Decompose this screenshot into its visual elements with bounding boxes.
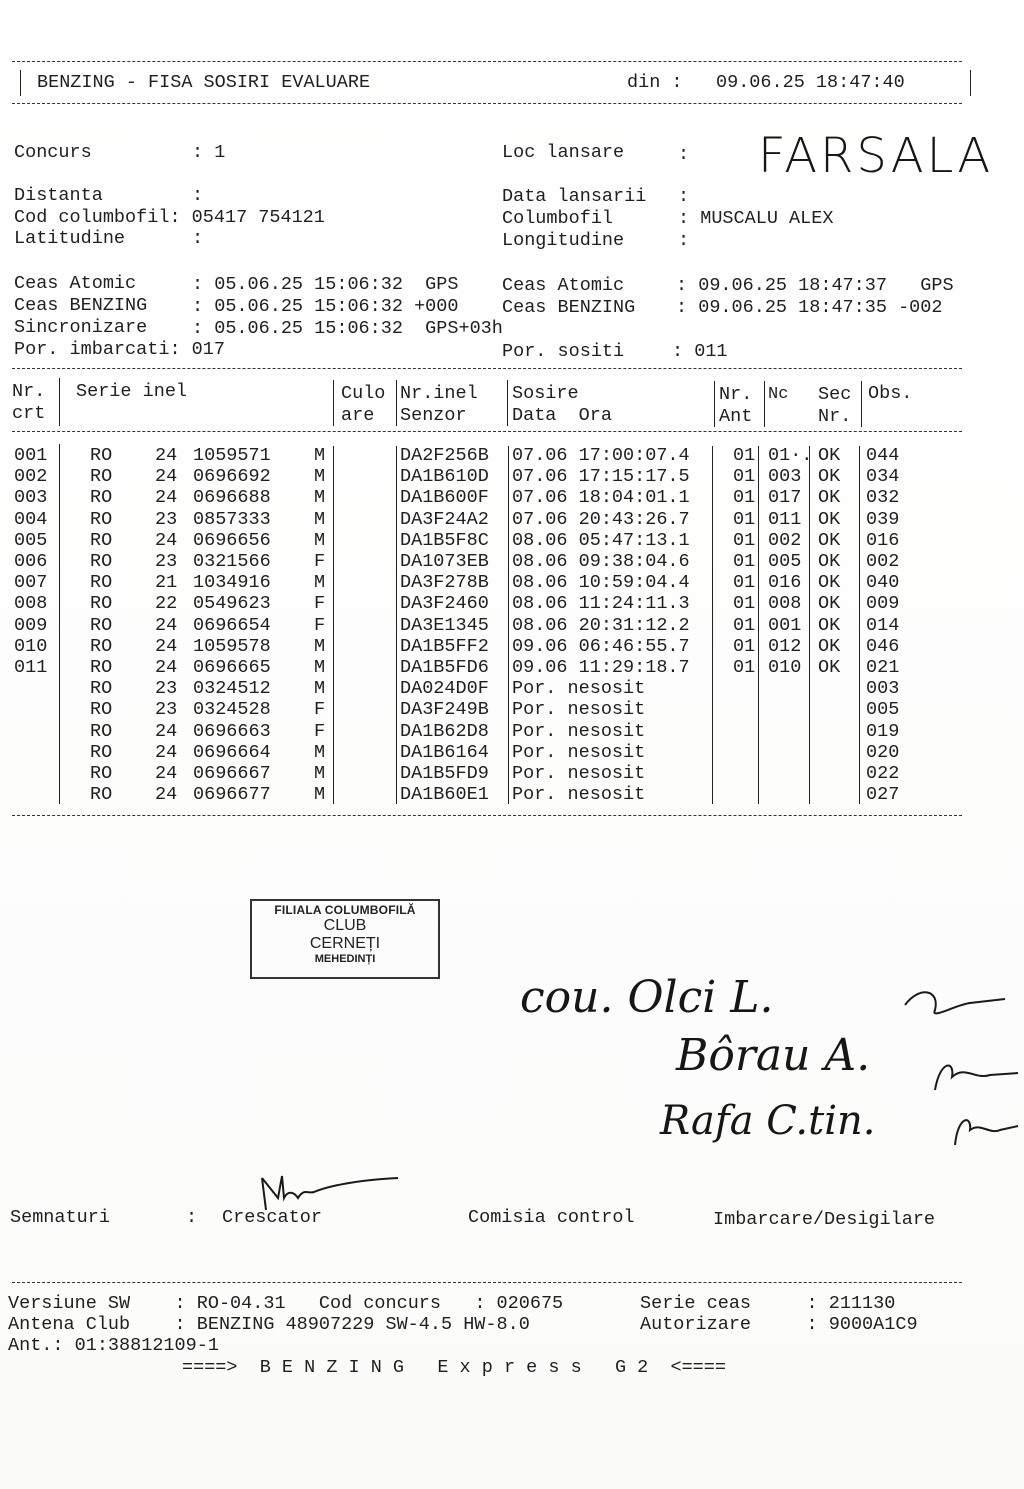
stamp-line-4: MEHEDINȚI [314,953,376,965]
body-rule-8 [859,446,860,804]
table-top-rule [12,368,962,369]
cell-nr: 004 [14,508,48,530]
cell-obs: 003 [866,678,900,700]
header-rule-5 [714,381,715,427]
col-nrinel-line1: Nr.inel [400,383,478,404]
cell-senzor: DA3E1345 [400,614,489,636]
cell-nc: 011 [768,508,802,530]
distanta-label: Distanta [14,185,103,206]
cell-nr: 003 [14,487,48,509]
cell-sosire: Por. nesosit [512,720,646,742]
cod-columbofil-label: Cod columbofil: 05417 754121 [14,207,325,228]
cell-sex: F [314,699,326,721]
antenna-id-line: Ant.: 01:38812109-1 [8,1335,219,1356]
col-serie: Serie inel [76,381,188,402]
cell-senzor: DA1B600F [400,487,489,509]
cell-country: RO [90,445,113,466]
cell-ant: 01 [733,529,756,551]
cell-nr: 011 [14,657,48,678]
cell-sosire: 08.06 05:47:13.1 [512,529,690,551]
body-rule-6 [758,446,759,804]
cell-country: RO [90,784,113,806]
cell-sec: OK [818,551,841,572]
cell-sosire: Por. nesosit [512,741,646,763]
cell-sex: M [314,784,326,806]
semnaturi-colon: : [186,1207,198,1228]
cell-ring: 0696692 [193,466,271,488]
cell-obs: 039 [866,508,900,530]
cell-ring: 0696667 [193,763,271,784]
cell-ring: 1059571 [193,445,271,466]
cell-year: 24 [155,445,178,466]
header-rule-1 [59,378,60,426]
cell-ant: 01 [733,551,756,572]
cell-country: RO [90,614,113,636]
cell-sec: OK [818,572,841,594]
header-rule-4 [507,380,508,426]
cell-nc: 005 [768,551,802,572]
por-sositi-label: Por. sositi [502,341,625,362]
header-rule-6 [764,381,765,427]
commission-signature-2 [930,1055,1020,1095]
cell-ring: 0324512 [193,678,271,700]
cell-ring: 0857333 [193,508,271,530]
cell-sosire: 07.06 20:43:26.7 [512,508,690,530]
cell-senzor: DA1B62D8 [400,720,489,742]
cell-senzor: DA1B5FF2 [400,635,489,657]
cell-sosire: 07.06 17:15:17.5 [512,466,690,488]
cell-nc: 012 [768,635,802,657]
cell-sosire: 07.06 18:04:01.1 [512,487,690,509]
report-date-value: 09.06.25 18:47:40 [716,72,905,93]
sincronizare-label: Sincronizare [14,317,148,338]
por-imbarcati: Por. imbarcati: 017 [14,339,225,360]
loc-lansare-label: Loc lansare [502,142,625,163]
cell-nr: 009 [14,614,48,636]
cell-country: RO [90,508,113,530]
cell-country: RO [90,487,113,509]
col-culoare-line1: Culo [341,383,386,404]
cell-obs: 022 [866,763,900,784]
cell-sex: F [314,720,326,742]
cell-sex: F [314,551,326,572]
cell-ant: 01 [733,466,756,488]
cell-ring: 0696688 [193,487,271,509]
header-rule-2 [333,380,334,426]
top-dashed-rule [12,61,962,62]
ceas-benzing-value-right: : 09.06.25 18:47:35 -002 [676,297,943,318]
cell-obs: 016 [866,529,900,551]
header-rule-3 [396,380,397,426]
distanta-value: : [192,185,215,206]
cell-obs: 040 [866,572,900,594]
cell-ring: 0696663 [193,720,271,742]
cell-sex: M [314,678,326,700]
body-rule-7 [809,446,810,804]
cell-senzor: DA1B610D [400,466,489,488]
cell-senzor: DA3F278B [400,572,489,594]
cell-sex: M [314,466,326,488]
versiune-line: Versiune SW : RO-04.31 Cod concurs : 020675 [8,1293,564,1314]
cell-ring: 0696665 [193,657,271,678]
col-nr-line1: Nr. [12,381,46,402]
cell-ant: 01 [733,614,756,636]
cell-year: 24 [155,720,178,742]
cell-year: 24 [155,466,178,488]
commission-line-2: Bôrau A. [676,1030,871,1081]
cell-nc: 01·. [768,445,813,466]
cell-obs: 044 [866,445,900,466]
cell-sosire: Por. nesosit [512,699,646,721]
cell-year: 23 [155,699,178,721]
cell-senzor: DA1073EB [400,551,489,572]
cell-senzor: DA3F249B [400,699,489,721]
cell-nc: 017 [768,487,802,509]
col-sec-line1: Sec [818,384,852,405]
cell-country: RO [90,551,113,572]
loc-lansare-handwritten: FARSALA [758,128,994,184]
antena-line: Antena Club : BENZING 48907229 SW-4.5 HW-8.0 [8,1314,530,1335]
cell-ring: 0696654 [193,614,271,636]
commission-signature-1 [900,985,1010,1025]
header-right-bar [970,70,971,96]
cell-ant: 01 [733,593,756,615]
col-sosire-line1: Sosire [512,383,579,404]
cell-sex: F [314,614,326,636]
cell-sec: OK [818,635,841,657]
cell-year: 24 [155,763,178,784]
cell-ring: 0549623 [193,593,271,615]
cell-ring: 0696664 [193,741,271,763]
header-bottom-rule [12,103,962,104]
cell-obs: 009 [866,593,900,615]
cell-obs: 014 [866,614,900,636]
concurs-value: : 1 [192,142,226,163]
body-rule-4 [508,446,509,804]
cell-year: 23 [155,508,178,530]
ceas-benzing-value-left: : 05.06.25 15:06:32 +000 [192,296,459,317]
cell-senzor: DA1B60E1 [400,784,489,806]
cell-ant: 01 [733,657,756,678]
cell-senzor: DA1B5FD9 [400,763,489,784]
cell-nr: 010 [14,635,48,657]
body-rule-2 [333,446,334,804]
header-rule-7 [861,381,862,427]
cell-sex: M [314,763,326,784]
cell-nr: 005 [14,529,48,551]
cell-sec: OK [818,657,841,678]
cell-sosire: 08.06 10:59:04.4 [512,572,690,594]
cell-obs: 019 [866,720,900,742]
cell-country: RO [90,763,113,784]
cell-ring: 1059578 [193,635,271,657]
cell-nr: 007 [14,572,48,594]
cell-ring: 1034916 [193,572,271,594]
cell-obs: 021 [866,657,900,678]
comisia-label: Comisia control [468,1207,635,1228]
cell-nr: 001 [14,445,48,466]
cell-country: RO [90,678,113,700]
cell-obs: 020 [866,741,900,763]
col-sec-line2: Nr. [818,406,852,427]
report-title: BENZING - FISA SOSIRI EVALUARE [37,72,371,93]
serie-ceas: Serie ceas : 211130 [640,1293,896,1314]
data-lansarii-value: : [678,186,701,207]
crescator-label: Crescator [222,1207,322,1228]
cell-sosire: 09.06 11:29:18.7 [512,657,690,678]
cell-ant: 01 [733,508,756,530]
cell-year: 24 [155,614,178,636]
col-nrant-line1: Nr. [719,384,753,405]
stamp-line-2: CLUB [323,917,367,934]
cell-nc: 003 [768,466,802,488]
cell-nc: 016 [768,572,802,594]
cell-year: 23 [155,678,178,700]
cell-senzor: DA2F256B [400,445,489,466]
cell-obs: 002 [866,551,900,572]
cell-sec: OK [818,487,841,509]
header-left-bar [20,70,21,96]
footer-rule [12,1282,962,1283]
cell-nc: 010 [768,657,802,678]
ceas-benzing-label-left: Ceas BENZING [14,295,148,316]
cell-ring: 0321566 [193,551,271,572]
longitudine-value: : [678,230,701,251]
cell-ant: 01 [733,445,756,466]
col-obs: Obs. [868,383,913,404]
body-rule-1 [59,444,60,804]
col-nc: Nc [768,385,789,404]
cell-sex: F [314,593,326,615]
cell-sosire: 07.06 17:00:07.4 [512,445,690,466]
cell-country: RO [90,699,113,721]
stamp-line-1: FILIALA COLUMBOFILĂ [274,903,416,917]
cell-obs: 032 [866,487,900,509]
concurs-label: Concurs [14,142,92,163]
cell-country: RO [90,635,113,657]
cell-ant: 01 [733,635,756,657]
cell-sec: OK [818,614,841,636]
crescator-signature [248,1168,408,1218]
cell-ant: 01 [733,572,756,594]
ceas-atomic-label-left: Ceas Atomic [14,273,137,294]
columbofil-label: Columbofil [502,208,614,229]
col-culoare-line2: are [341,405,375,426]
autorizare: Autorizare : 9000A1C9 [640,1314,918,1335]
cell-sosire: 09.06 06:46:55.7 [512,635,690,657]
club-stamp [250,899,440,979]
benzing-express-banner: ====> B E N Z I N G E x p r e s s G 2 <==== [182,1357,726,1378]
latitudine-label: Latitudine [14,228,126,249]
cell-ring: 0324528 [193,699,271,721]
cell-year: 24 [155,529,178,551]
latitudine-value: : [192,228,215,249]
ceas-benzing-label-right: Ceas BENZING [502,297,636,318]
cell-obs: 027 [866,784,900,806]
cell-sec: OK [818,529,841,551]
cell-sosire: Por. nesosit [512,763,646,784]
cell-year: 21 [155,572,178,594]
cell-year: 24 [155,784,178,806]
commission-line-1: cou. Olci L. [520,972,774,1023]
cell-sosire: 08.06 11:24:11.3 [512,593,690,615]
body-rule-5 [712,446,713,804]
cell-obs: 005 [866,699,900,721]
cell-ring: 0696656 [193,529,271,551]
table-header-rule [12,431,962,432]
table-bottom-rule [12,815,962,816]
cell-nr: 008 [14,593,48,615]
body-rule-3 [396,446,397,804]
cell-sex: M [314,529,326,551]
cell-year: 23 [155,551,178,572]
cell-sex: M [314,635,326,657]
columbofil-value: : MUSCALU ALEX [678,208,834,229]
cell-nc: 008 [768,593,802,615]
cell-senzor: DA1B5F8C [400,529,489,551]
cell-nr: 002 [14,466,48,488]
cell-obs: 034 [866,466,900,488]
cell-ant: 01 [733,487,756,509]
loc-lansare-colon: : [678,144,690,165]
cell-country: RO [90,466,113,488]
report-date-label: din : [627,72,683,93]
cell-year: 24 [155,487,178,509]
cell-sex: M [314,741,326,763]
cell-sex: M [314,445,326,466]
stamp-line-3: CERNEȚI [309,935,381,952]
cell-sex: M [314,657,326,678]
cell-country: RO [90,572,113,594]
cell-year: 24 [155,741,178,763]
cell-senzor: DA3F2460 [400,593,489,615]
cell-sosire: 08.06 09:38:04.6 [512,551,690,572]
por-sositi-value: : 011 [672,341,728,362]
semnaturi-label: Semnaturi [10,1207,110,1228]
cell-nr: 006 [14,551,48,572]
cell-sec: OK [818,593,841,615]
cell-senzor: DA3F24A2 [400,508,489,530]
col-sosire-line2: Data Ora [512,405,612,426]
cell-country: RO [90,593,113,615]
cell-ring: 0696677 [193,784,271,806]
cell-sosire: 08.06 20:31:12.2 [512,614,690,636]
commission-line-3: Rafa C.tin. [660,1098,876,1144]
cell-nc: 001 [768,614,802,636]
cell-obs: 046 [866,635,900,657]
cell-sec: OK [818,445,841,466]
cell-senzor: DA1B5FD6 [400,657,489,678]
col-nr-line2: crt [12,403,46,424]
cell-senzor: DA024D0F [400,678,489,700]
cell-sosire: Por. nesosit [512,678,646,700]
sincronizare-value: : 05.06.25 15:06:32 GPS+03h [192,318,503,339]
cell-country: RO [90,741,113,763]
commission-signature-3 [950,1110,1020,1150]
cell-sex: M [314,572,326,594]
cell-country: RO [90,657,113,678]
col-nrant-line2: Ant [719,406,753,427]
cell-country: RO [90,720,113,742]
cell-sosire: Por. nesosit [512,784,646,806]
cell-sex: M [314,508,326,530]
cell-year: 24 [155,635,178,657]
ceas-atomic-value-left: : 05.06.25 15:06:32 GPS [192,274,459,295]
cell-nc: 002 [768,529,802,551]
cell-year: 24 [155,657,178,678]
ceas-atomic-label-right: Ceas Atomic [502,275,625,296]
cell-year: 22 [155,593,178,615]
ceas-atomic-value-right: : 09.06.25 18:47:37 GPS [676,275,954,296]
longitudine-label: Longitudine [502,230,625,251]
cell-senzor: DA1B6164 [400,741,489,763]
data-lansarii-label: Data lansarii [502,186,647,207]
cell-sex: M [314,487,326,509]
imbarcare-label: Imbarcare/Desigilare [713,1209,936,1230]
col-nrinel-line2: Senzor [400,405,467,426]
cell-country: RO [90,529,113,551]
cell-sec: OK [818,466,841,488]
cell-sec: OK [818,508,841,530]
